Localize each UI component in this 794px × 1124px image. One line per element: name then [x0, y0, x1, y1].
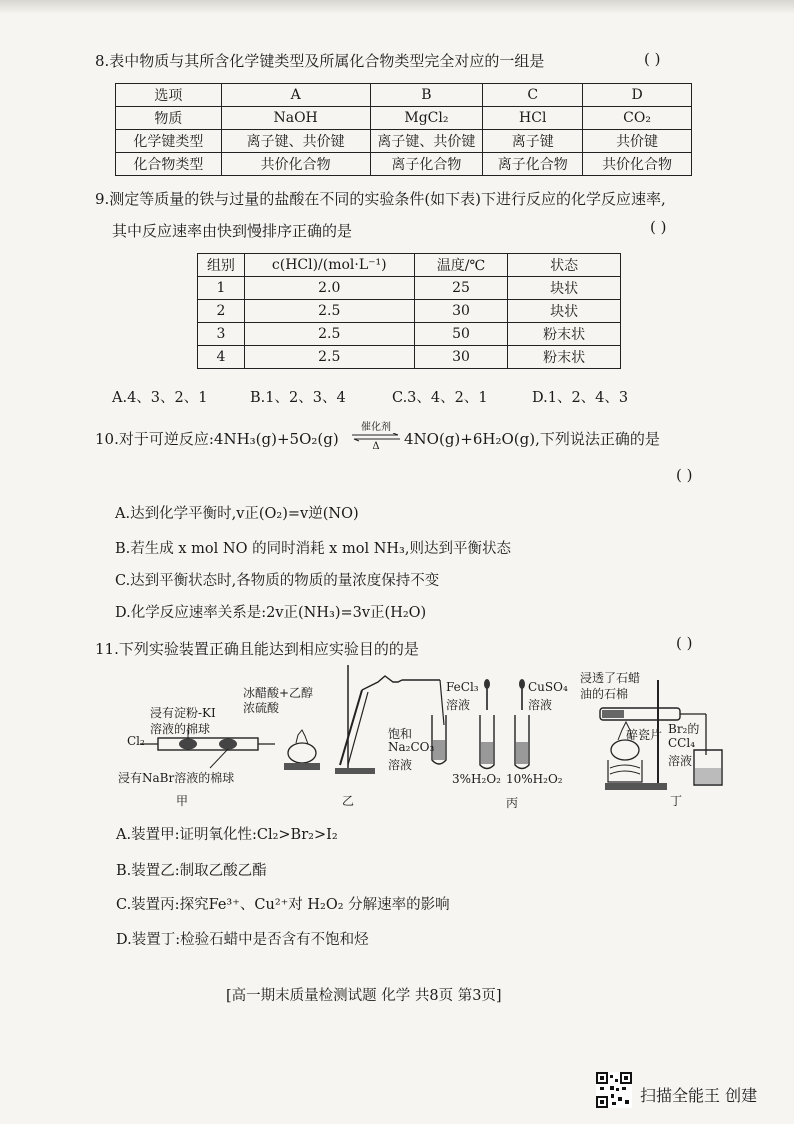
bing-label-6: 10%H₂O₂ [506, 772, 563, 786]
table-cell: 粉末状 [508, 346, 621, 369]
ding-label-6: 溶液 [668, 754, 693, 768]
table-header-cell: 温度/℃ [414, 254, 508, 277]
table-cell: 2.0 [244, 277, 414, 300]
table-cell: 共价化合物 [583, 153, 692, 176]
q11-stem: 11.下列实验装置正确且能达到相应实验目的的是 [95, 640, 419, 658]
q9-table [197, 253, 621, 369]
yi-label-1: 冰醋酸+乙醇 [243, 686, 314, 700]
q9-option-a: A.4、3、2、1 [112, 390, 208, 406]
table-row [116, 107, 692, 130]
heat-label: Δ [372, 441, 380, 452]
table-cell: 块状 [508, 300, 621, 323]
q9-option-d: D.1、2、4、3 [532, 390, 629, 406]
ding-label-3: 碎瓷片 [626, 728, 663, 742]
table-cell: 离子键、共价键 [370, 130, 483, 153]
table-cell: 共价键 [583, 130, 692, 153]
jia-label-1: 浸有淀粉-KI [150, 706, 216, 720]
q9-stem-line2: 其中反应速率由快到慢排序正确的是 [112, 222, 353, 240]
yi-label-5: 溶液 [388, 758, 413, 772]
page-footer: [高一期末质量检测试题 化学 共8页 第3页] [226, 988, 502, 1004]
table-cell: 粉末状 [508, 323, 621, 346]
table-cell: 30 [414, 300, 508, 323]
table-cell: NaOH [221, 107, 370, 130]
table-cell: 1 [198, 277, 245, 300]
table-cell: C [483, 84, 583, 107]
yi-label-4: Na₂CO₃ [388, 740, 435, 754]
table-cell: 2 [198, 300, 245, 323]
table-cell: 物质 [116, 107, 222, 130]
q9-option-b: B.1、2、3、4 [250, 390, 346, 406]
table-cell: 25 [414, 277, 508, 300]
yi-label-2: 浓硫酸 [243, 701, 280, 715]
table-cell: CO₂ [583, 107, 692, 130]
yi-label-3: 饱和 [388, 727, 413, 741]
scanner-watermark: 扫描全能王 创建 [640, 1086, 758, 1105]
ding-label-4: Br₂的 [668, 722, 700, 736]
bing-name: 丙 [506, 796, 519, 810]
table-cell: 4 [198, 346, 245, 369]
table-cell: 共价化合物 [221, 153, 370, 176]
jia-label-3: 浸有NaBr溶液的棉球 [118, 771, 235, 785]
catalyst-label: 催化剂 [361, 422, 391, 433]
reversible-reaction-arrow [350, 418, 402, 452]
ding-name: 丁 [670, 794, 683, 808]
q8-answer-paren: ( ) [644, 50, 661, 68]
table-row [116, 84, 692, 107]
table-cell: 化学键类型 [116, 130, 222, 153]
table-cell: 离子化合物 [370, 153, 483, 176]
q11-option-c: C.装置丙:探究Fe³⁺、Cu²⁺对 H₂O₂ 分解速率的影响 [116, 897, 450, 913]
apparatus-yi [284, 665, 446, 774]
table-cell: HCl [483, 107, 583, 130]
q11-option-b: B.装置乙:制取乙酸乙酯 [116, 863, 267, 879]
table-row [198, 346, 621, 369]
table-header-cell: c(HCl)/(mol·L⁻¹) [244, 254, 414, 277]
table-cell: 离子化合物 [483, 153, 583, 176]
table-cell: 30 [414, 346, 508, 369]
table-header-cell: 组别 [198, 254, 245, 277]
q9-stem-line1: 9.测定等质量的铁与过量的盐酸在不同的实验条件(如下表)下进行反应的化学反应速率, [95, 190, 666, 208]
q9-answer-paren: ( ) [650, 218, 667, 236]
table-header-cell: 状态 [508, 254, 621, 277]
table-cell: 2.5 [244, 346, 414, 369]
jia-name: 甲 [176, 794, 189, 808]
q8-table [115, 83, 692, 176]
q8-stem: 8.表中物质与其所含化学键类型及所属化合物类型完全对应的一组是 [95, 52, 545, 70]
q9-option-c: C.3、4、2、1 [392, 390, 488, 406]
bing-label-4: 溶液 [528, 698, 553, 712]
q11-option-a: A.装置甲:证明氧化性:Cl₂>Br₂>I₂ [116, 827, 338, 843]
apparatus-bing [480, 679, 529, 769]
q10-option-a: A.达到化学平衡时,v正(O₂)=v逆(NO) [115, 506, 359, 522]
q11-option-d: D.装置丁:检验石蜡中是否含有不饱和烃 [116, 932, 369, 948]
bing-label-5: 3%H₂O₂ [452, 772, 501, 786]
table-row [198, 323, 621, 346]
q11-answer-paren: ( ) [676, 634, 693, 652]
table-cell: 离子键、共价键 [221, 130, 370, 153]
table-cell: 化合物类型 [116, 153, 222, 176]
q10-option-b: B.若生成 x mol NO 的同时消耗 x mol NH₃,则达到平衡状态 [115, 541, 511, 557]
ding-label-5: CCl₄ [668, 736, 696, 750]
ding-label-2: 油的石棉 [580, 687, 629, 701]
q10-stem-post: 4NO(g)+6H₂O(g),下列说法正确的是 [404, 430, 660, 448]
table-cell: 离子键 [483, 130, 583, 153]
table-cell: 选项 [116, 84, 222, 107]
bing-label-2: 溶液 [446, 698, 471, 712]
jia-gas-label: Cl₂ [127, 734, 145, 748]
table-row [198, 300, 621, 323]
ding-label-1: 浸透了石蜡 [580, 671, 641, 685]
table-cell: 块状 [508, 277, 621, 300]
table-cell: 2.5 [244, 323, 414, 346]
table-cell: 3 [198, 323, 245, 346]
table-cell: B [370, 84, 483, 107]
q10-answer-paren: ( ) [676, 466, 693, 484]
q10-option-d: D.化学反应速率关系是:2v正(NH₃)=3v正(H₂O) [115, 605, 427, 621]
jia-label-2: 溶液的棉球 [150, 722, 211, 736]
table-cell: A [221, 84, 370, 107]
table-cell: 50 [414, 323, 508, 346]
q10-stem-pre: 10.对于可逆反应:4NH₃(g)+5O₂(g) [95, 430, 339, 448]
scan-top-edge [0, 0, 794, 14]
table-cell: D [583, 84, 692, 107]
table-cell: 2.5 [244, 300, 414, 323]
table-row [116, 130, 692, 153]
yi-name: 乙 [342, 794, 355, 808]
table-row [198, 277, 621, 300]
qr-code-icon [596, 1072, 632, 1108]
table-cell: MgCl₂ [370, 107, 483, 130]
bing-label-3: CuSO₄ [528, 680, 568, 694]
table-header-row [198, 254, 621, 277]
q10-option-c: C.达到平衡状态时,各物质的物质的量浓度保持不变 [115, 573, 440, 589]
bing-label-1: FeCl₃ [446, 680, 479, 694]
table-row [116, 153, 692, 176]
